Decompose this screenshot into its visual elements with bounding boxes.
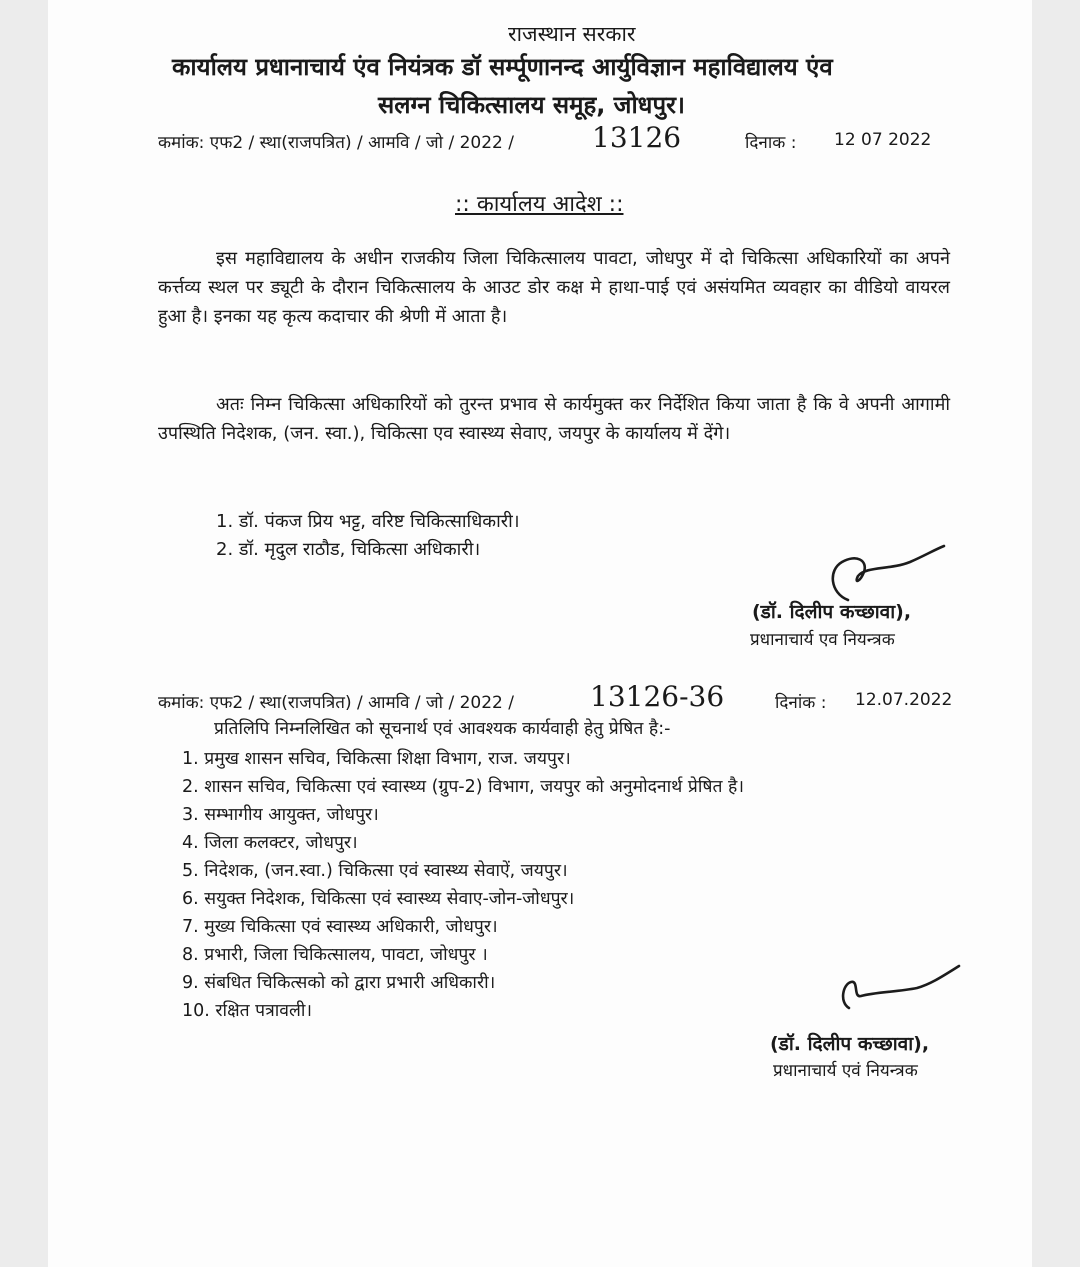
order-handwritten-number: 13126 <box>592 121 682 154</box>
signatory-designation-2: प्रधानाचार्य एवं नियन्त्रक <box>773 1061 918 1081</box>
signature-mark-2 <box>835 962 965 1022</box>
order-paragraph-2: अतः निम्न चिकित्सा अधिकारियों को तुरन्त प्रभाव से कार्यमुक्त कर निर्देशित किया जाता है कि वे अपनी आगामी उपस्थिति निदेशक, (जन. स्वा.), चिकित्सा एव स्वास्थ्य सेवाए, जयपुर के कार्यालय में देंगे। <box>158 394 950 444</box>
government-heading: राजस्थान सरकार <box>508 22 636 46</box>
order-paragraph-1: इस महाविद्यालय के अधीन राजकीय जिला चिकित्सालय पावटा, जोधपुर में दो चिकित्सा अधिकारियों का अपने कर्त्तव्य स्थल पर ड्यूटी के दौरान चिकित्सालय के आउट डोर कक्ष मे हाथा-पाई एवं असंयमित व्यवहार का वीडियो वायरल हुआ है। इनका यह कृत्य कदाचार की श्रेणी में आता है। <box>158 248 950 327</box>
copy-list-item-7: 7. मुख्य चिकित्सा एवं स्वास्थ्य अधिकारी, जोधपुर। <box>182 917 498 937</box>
order-reference-number: कमांक: एफ2 / स्था(राजपत्रित) / आमवि / जो / 2022 / <box>158 133 514 153</box>
copy-list-item-2: 2. शासन सचिव, चिकित्सा एवं स्वास्थ्य (ग्रुप-2) विभाग, जयपुर को अनुमोदनार्थ प्रेषित है। <box>182 777 744 797</box>
copy-date: 12.07.2022 <box>855 690 953 710</box>
copy-date-label: दिनांक : <box>775 693 827 713</box>
office-heading-line1: कार्यालय प्रधानाचार्य एंव नियंत्रक डॉ सर्म्पूणानन्द आर्युविज्ञान महाविद्यालय एंव <box>172 53 833 81</box>
copy-list-item-5: 5. निदेशक, (जन.स्वा.) चिकित्सा एवं स्वास्थ्य सेवाऐं, जयपुर। <box>182 861 568 881</box>
copy-handwritten-number: 13126-36 <box>590 680 725 713</box>
copy-list-item-3: 3. सम्भागीय आयुक्त, जोधपुर। <box>182 805 379 825</box>
order-title: :: कार्यालय आदेश :: <box>455 192 624 217</box>
copy-list-item-8: 8. प्रभारी, जिला चिकित्सालय, पावटा, जोधपुर । <box>182 945 488 965</box>
signatory-name-1: (डॉ. दिलीप कच्छावा), <box>752 601 912 623</box>
officer-item-1: 1. डॉ. पंकज प्रिय भट्ट, वरिष्ट चिकित्साधिकारी। <box>216 511 520 532</box>
order-date: 12 07 2022 <box>834 130 932 150</box>
copy-reference-number: कमांक: एफ2 / स्था(राजपत्रित) / आमवि / जो / 2022 / <box>158 693 514 713</box>
office-heading-line2: सलग्न चिकित्सालय समूह, जोधपुर। <box>378 91 685 119</box>
officer-item-2: 2. डॉ. मृदुल राठौड, चिकित्सा अधिकारी। <box>216 539 481 560</box>
copy-list-item-9: 9. संबधित चिकित्सको को द्वारा प्रभारी अधिकारी। <box>182 973 496 993</box>
copy-intro: प्रतिलिपि निम्नलिखित को सूचनार्थ एवं आवश्यक कार्यवाही हेतु प्रेषित है:- <box>214 719 671 739</box>
copy-list-item-6: 6. सयुक्त निदेशक, चिकित्सा एवं स्वास्थ्य सेवाए-जोन-जोधपुर। <box>182 889 575 909</box>
copy-list-item-1: 1. प्रमुख शासन सचिव, चिकित्सा शिक्षा विभाग, राज. जयपुर। <box>182 749 571 769</box>
order-date-label: दिनाक : <box>745 133 797 153</box>
signatory-name-2: (डॉ. दिलीप कच्छावा), <box>770 1033 930 1055</box>
copy-list-item-10: 10. रक्षित पत्रावली। <box>182 1001 313 1021</box>
copy-list-item-4: 4. जिला कलक्टर, जोधपुर। <box>182 833 358 853</box>
signatory-designation-1: प्रधानाचार्य एव नियन्त्रक <box>750 630 895 650</box>
